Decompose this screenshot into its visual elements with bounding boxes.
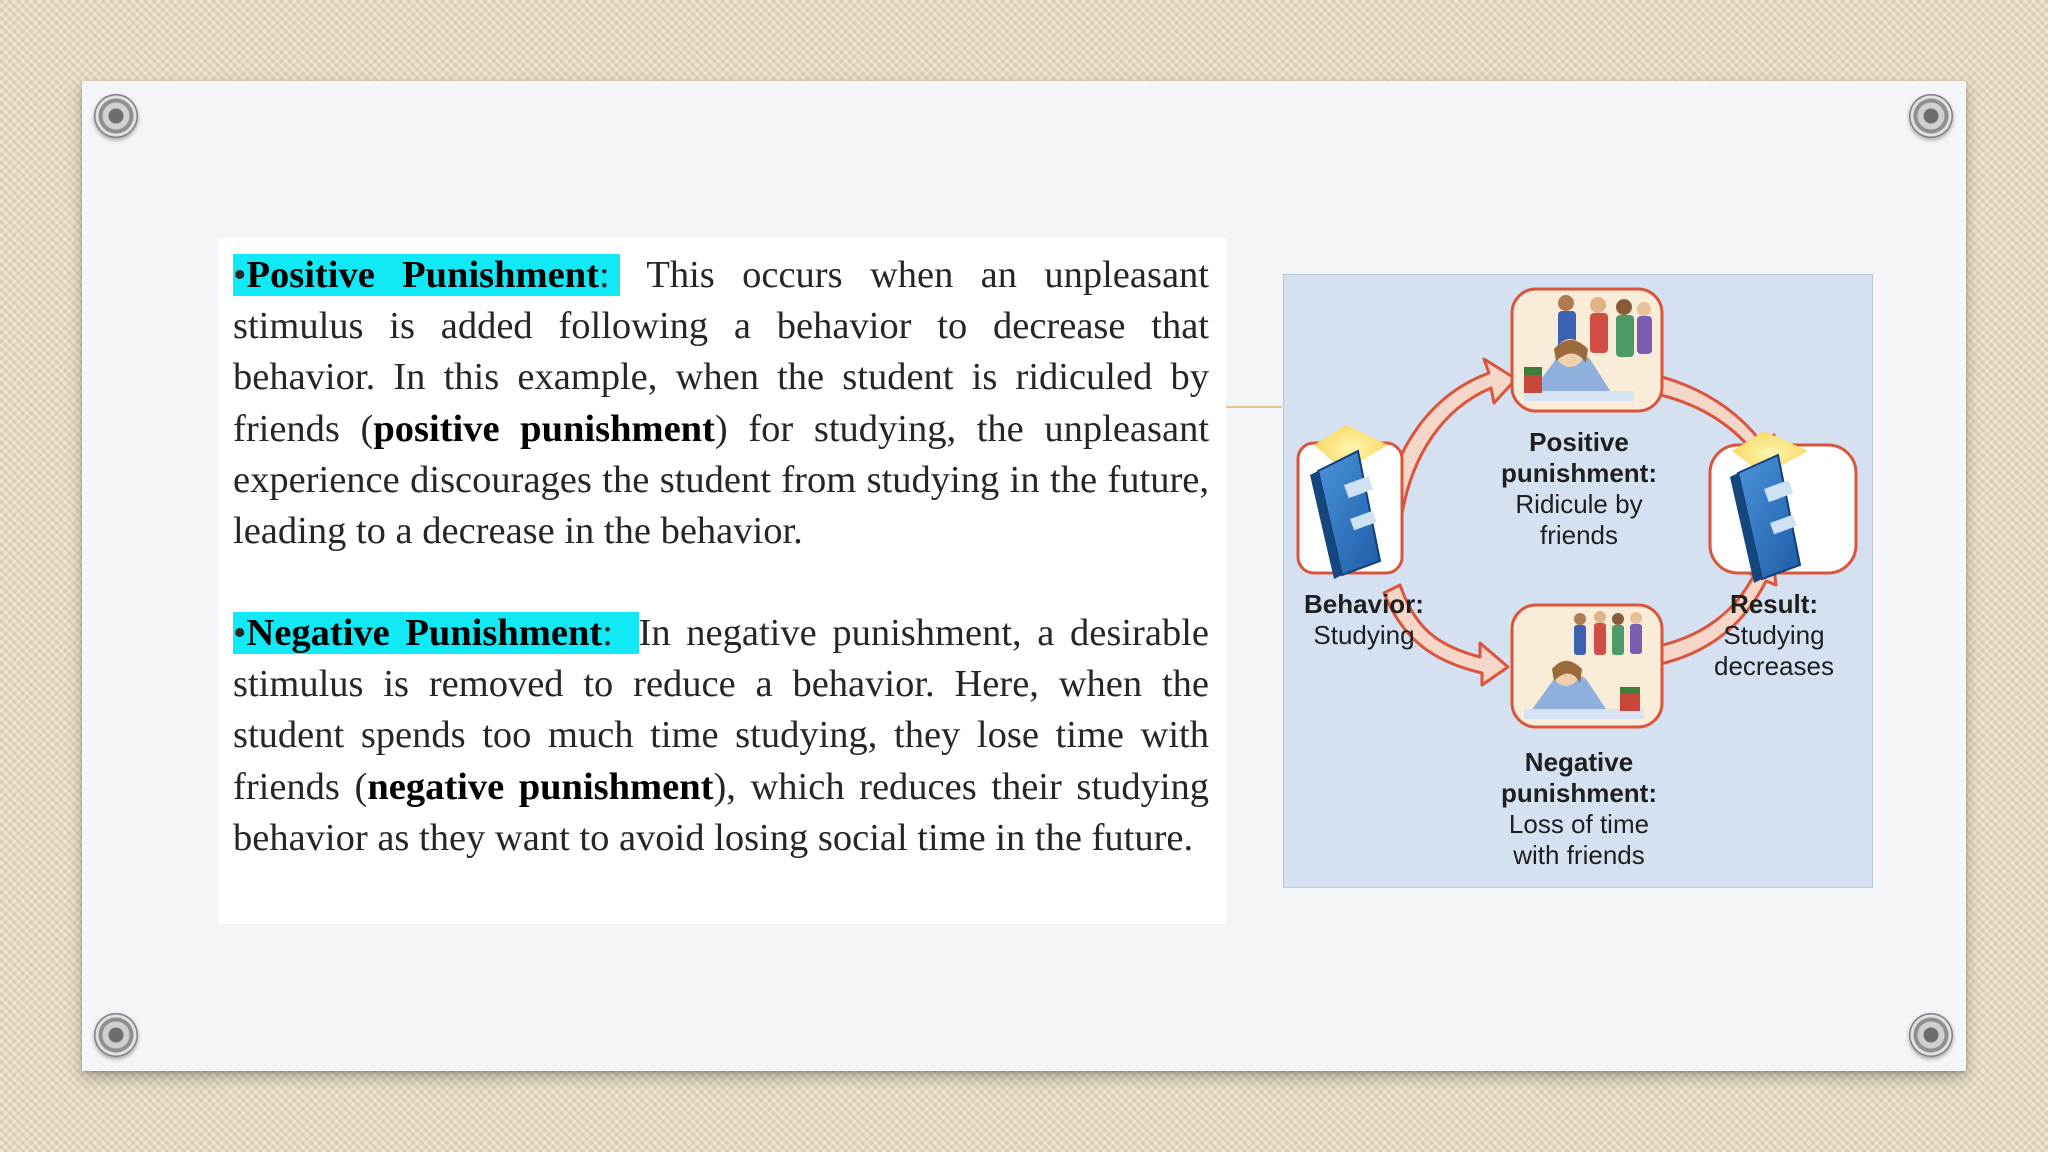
negative-punishment-label: Negative punishment: Loss of time with friends: [1501, 747, 1657, 870]
pushpin-top-right: [1909, 94, 1953, 138]
studying-student-with-friends-icon: [1512, 289, 1662, 411]
negative-punishment-term-label: Negative Punishment: [246, 612, 603, 654]
result-label: Result: Studying decreases: [1714, 589, 1834, 681]
pushpin-bottom-right: [1909, 1013, 1953, 1057]
positive-punishment-term: •Positive Punishment:: [233, 254, 620, 296]
positive-punishment-term-label: Positive Punishment: [246, 254, 599, 296]
behavior-label: Behavior: Studying: [1304, 589, 1424, 650]
book-icon: [1710, 431, 1856, 583]
pushpin-bottom-left: [94, 1013, 138, 1057]
negative-punishment-bold: negative punishment: [367, 765, 714, 808]
studying-student-with-friends-icon: [1512, 605, 1662, 727]
negative-punishment-paragraph: [233, 608, 1209, 864]
negative-punishment-term: •Negative Punishment:: [233, 612, 639, 654]
connector-line: [1226, 406, 1282, 408]
positive-punishment-paragraph: [233, 250, 1209, 557]
positive-punishment-text-intro: This occurs when an unpleasant stimulus is added following a behavior to decrease that behavior. In this example, when the student is ridiculed by friends (: [233, 254, 1209, 450]
negative-punishment-text-intro: In negative punishment, a desirable stimulus is removed to reduce a behavior. Here, when the student spends too much time studying, they lose time with friends (: [233, 612, 1209, 808]
book-icon: [1298, 425, 1402, 579]
positive-punishment-bold: positive punishment: [373, 407, 715, 450]
positive-punishment-label: Positive punishment: Ridicule by friends: [1501, 427, 1657, 550]
positive-punishment-text-outro: ) for studying, the unpleasant experience discourages the student from studying in the future, leading to a decrease in the behavior.: [233, 407, 1210, 553]
punishment-diagram: [1283, 274, 1873, 888]
negative-punishment-text-outro: ), which reduces their studying behavior as they want to avoid losing social time in the future.: [233, 765, 1210, 859]
pushpin-top-left: [94, 94, 138, 138]
